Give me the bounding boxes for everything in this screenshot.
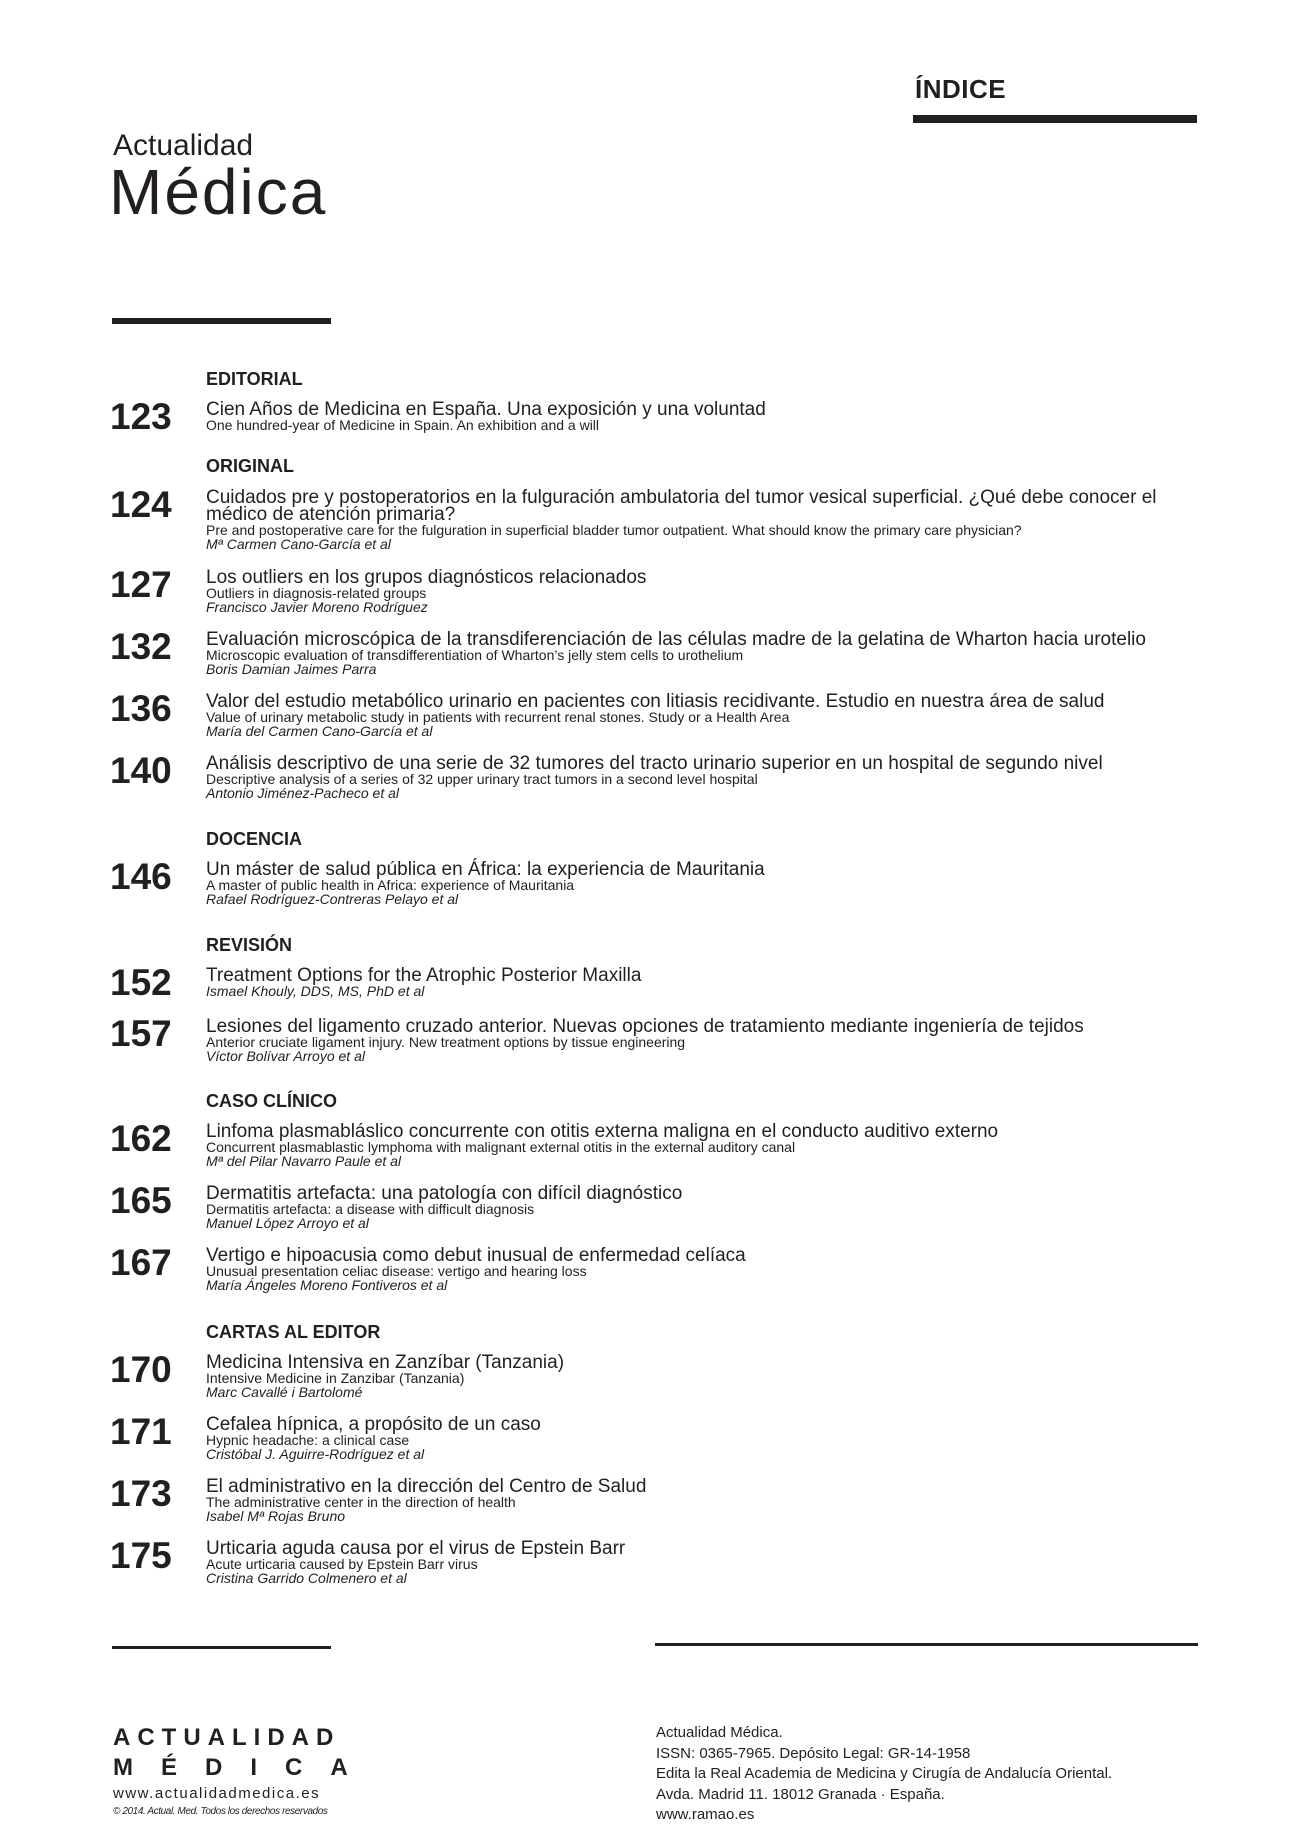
section-heading-cartas: CARTAS AL EDITOR bbox=[206, 1322, 381, 1342]
section-heading-original: ORIGINAL bbox=[206, 456, 294, 476]
publisher-info-line: Edita la Real Academia de Medicina y Cirugía de Andalucía Oriental. bbox=[656, 1765, 1113, 1782]
article-title-es: Lesiones del ligamento cruzado anterior. Nuevas opciones de tratamiento mediante ingeniería de tejidos bbox=[206, 1016, 1084, 1037]
section-heading-caso-clinico: CASO CLÍNICO bbox=[206, 1091, 338, 1111]
page-number: 162 bbox=[110, 1118, 172, 1159]
section-heading-revision: REVISIÓN bbox=[206, 935, 293, 955]
article-authors: Manuel López Arroyo et al bbox=[206, 1215, 369, 1231]
page-number: 170 bbox=[110, 1349, 172, 1390]
page-number: 132 bbox=[110, 626, 172, 667]
article-authors: María del Carmen Cano-García et al bbox=[206, 723, 433, 739]
page-number: 124 bbox=[110, 484, 172, 525]
article-title-en: Acute urticaria caused by Epstein Barr virus bbox=[206, 1556, 478, 1572]
article-title-es: Un máster de salud pública en África: la experiencia de Mauritania bbox=[206, 859, 765, 880]
publisher-info-line: Avda. Madrid 11. 18012 Granada · España. bbox=[656, 1785, 945, 1803]
publisher-info-line: ISSN: 0365-7965. Depósito Legal: GR-14-1958 bbox=[656, 1744, 971, 1762]
article-authors: Rafael Rodríguez-Contreras Pelayo et al bbox=[206, 891, 459, 907]
article-title-es: Análisis descriptivo de una serie de 32 tumores del tracto urinario superior en un hospital de segundo nivel bbox=[206, 753, 1103, 774]
page-number: 165 bbox=[110, 1180, 172, 1221]
article-title-es: Cien Años de Medicina en España. Una exposición y una voluntad bbox=[206, 399, 766, 420]
article-authors: Isabel Mª Rojas Bruno bbox=[206, 1508, 346, 1524]
article-authors: Francisco Javier Moreno Rodríguez bbox=[206, 599, 428, 615]
journal-logo-small: Actualidad bbox=[113, 129, 254, 162]
article-title-es: Los outliers en los grupos diagnósticos relacionados bbox=[206, 567, 647, 588]
article-title-en: Value of urinary metabolic study in patients with recurrent renal stones. Study or a Health Area bbox=[206, 709, 790, 725]
article-authors: Mª del Pilar Navarro Paule et al bbox=[206, 1153, 402, 1169]
article-title-es: Valor del estudio metabólico urinario en pacientes con litiasis recidivante. Estudio en nuestra área de salud bbox=[206, 691, 1105, 712]
article-title-en: One hundred-year of Medicine in Spain. An exhibition and a will bbox=[206, 417, 600, 433]
footer-copyright: © 2014. Actual. Med. Todos los derechos reservados bbox=[113, 1806, 328, 1817]
article-title-es: El administrativo en la dirección del Centro de Salud bbox=[206, 1476, 647, 1497]
footer-brand-line1: ACTUALIDAD bbox=[113, 1724, 341, 1751]
article-authors: Víctor Bolívar Arroyo et al bbox=[206, 1048, 365, 1064]
article-title-es: Cefalea hípnica, a propósito de un caso bbox=[206, 1414, 541, 1435]
article-title-en: Anterior cruciate ligament injury. New treatment options by tissue engineering bbox=[206, 1034, 686, 1050]
article-authors: Boris Damian Jaimes Parra bbox=[206, 661, 377, 677]
publisher-info-line: Actualidad Médica. bbox=[656, 1724, 783, 1741]
article-title-es: Dermatitis artefacta: una patología con difícil diagnóstico bbox=[206, 1183, 683, 1204]
article-title-en: The administrative center in the direction of health bbox=[206, 1494, 516, 1510]
journal-logo-big: Médica bbox=[109, 156, 328, 228]
article-title-es: Linfoma plasmabláslico concurrente con otitis externa maligna en el conducto auditivo externo bbox=[206, 1121, 999, 1142]
article-title-en: Unusual presentation celiac disease: vertigo and hearing loss bbox=[206, 1263, 587, 1279]
article-title-en: Hypnic headache: a clinical case bbox=[206, 1432, 410, 1448]
page-number: 167 bbox=[110, 1242, 172, 1283]
article-authors: Cristina Garrido Colmenero et al bbox=[206, 1570, 407, 1586]
page-number: 173 bbox=[110, 1473, 172, 1514]
index-heading-rule bbox=[913, 115, 1197, 123]
article-title-es: Cuidados pre y postoperatorios en la fulguración ambulatoria del tumor vesical superficial. ¿Qué debe conocer el médico de atención primaria? bbox=[206, 487, 1157, 525]
footer-brand-line2: MÉDICA bbox=[113, 1754, 376, 1781]
publisher-info bbox=[656, 1723, 1112, 1826]
article-authors: Marc Cavallé i Bartolomé bbox=[206, 1384, 363, 1400]
section-heading-editorial: EDITORIAL bbox=[206, 369, 303, 389]
footer-right-rule bbox=[655, 1643, 1198, 1646]
page-number: 136 bbox=[110, 688, 172, 729]
page-number: 157 bbox=[110, 1013, 172, 1054]
page-number: 140 bbox=[110, 750, 172, 791]
footer-left-rule bbox=[112, 1646, 331, 1649]
article-authors: Ismael Khouly, DDS, MS, PhD et al bbox=[206, 983, 425, 999]
article-title-es: Evaluación microscópica de la transdiferenciación de las células madre de la gelatina de Wharton hacia urotelio bbox=[206, 629, 1146, 650]
page-number: 146 bbox=[110, 856, 172, 897]
article-title-es: Vertigo e hipoacusia como debut inusual de enfermedad celíaca bbox=[206, 1245, 746, 1266]
article-title-en: Intensive Medicine in Zanzibar (Tanzania) bbox=[206, 1370, 465, 1386]
article-title-en: Dermatitis artefacta: a disease with difficult diagnosis bbox=[206, 1201, 535, 1217]
page-number: 152 bbox=[110, 962, 172, 1003]
article-authors: María Ángeles Moreno Fontiveros et al bbox=[206, 1277, 448, 1293]
article-title-en: Microscopic evaluation of transdifferentiation of Wharton’s jelly stem cells to urothelium bbox=[206, 647, 744, 663]
article-title-en: A master of public health in Africa: experience of Mauritania bbox=[206, 877, 575, 893]
page-number: 175 bbox=[110, 1535, 172, 1576]
article-authors: Mª Carmen Cano-García et al bbox=[206, 536, 391, 552]
article-title-en: Outliers in diagnosis-related groups bbox=[206, 585, 427, 601]
logo-underline-rule bbox=[112, 318, 331, 324]
article-title-es: Urticaria aguda causa por el virus de Epstein Barr bbox=[206, 1538, 626, 1559]
page-number: 171 bbox=[110, 1411, 172, 1452]
article-title-es: Medicina Intensiva en Zanzíbar (Tanzania) bbox=[206, 1352, 565, 1373]
article-title-en: Concurrent plasmablastic lymphoma with malignant external otitis in the external auditory canal bbox=[206, 1139, 796, 1155]
footer-website-link[interactable]: www.actualidadmedica.es bbox=[113, 1785, 321, 1802]
section-heading-docencia: DOCENCIA bbox=[206, 829, 303, 849]
article-authors: Antonio Jiménez-Pacheco et al bbox=[206, 785, 399, 801]
article-title-en: Descriptive analysis of a series of 32 upper urinary tract tumors in a second level hospital bbox=[206, 771, 758, 787]
page-number: 127 bbox=[110, 564, 172, 605]
publisher-website-link[interactable]: www.ramao.es bbox=[656, 1806, 755, 1823]
article-title-es: Treatment Options for the Atrophic Posterior Maxilla bbox=[206, 965, 642, 986]
index-heading: ÍNDICE bbox=[915, 74, 1007, 104]
article-title-en: Pre and postoperative care for the fulguration in superficial bladder tumor outpatient. What should know the primary care physician? bbox=[206, 522, 1022, 538]
article-authors: Cristóbal J. Aguirre-Rodríguez et al bbox=[206, 1446, 425, 1462]
page-number: 123 bbox=[110, 396, 172, 437]
